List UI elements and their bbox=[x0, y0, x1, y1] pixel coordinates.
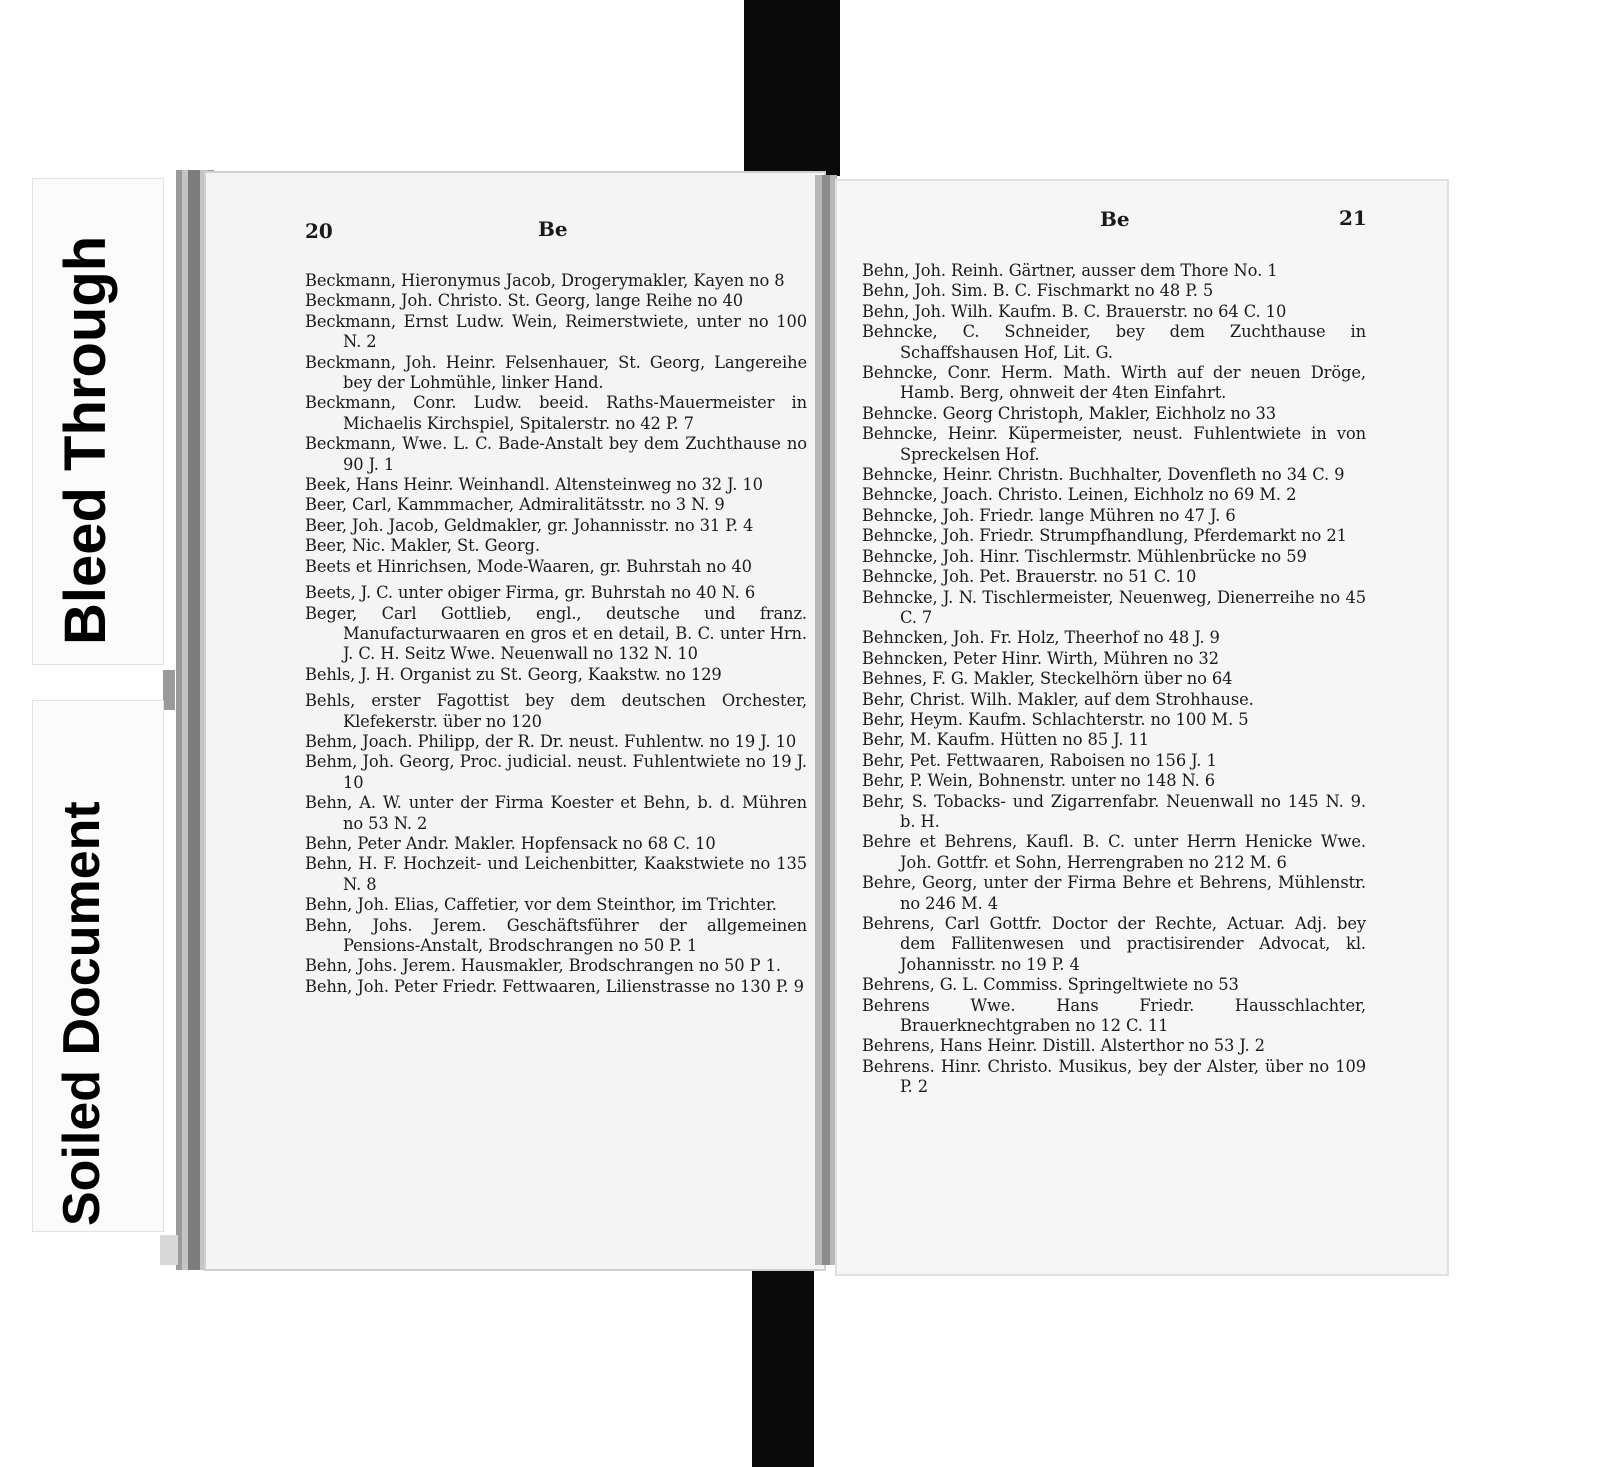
list-item: Beckmann, Hieronymus Jacob, Drogerymakler, Kayen no 8 bbox=[305, 271, 785, 290]
list-item: Behr, M. Kaufm. Hütten no 85 J. 11 bbox=[862, 730, 1149, 750]
list-item: Beer, Carl, Kammmacher, Admiralitätsstr. no 3 N. 9 bbox=[305, 495, 725, 515]
list-item: Behr, P. Wein, Bohnenstr. unter no 148 N. 6 bbox=[862, 771, 1216, 791]
list-item: Behnes, F. G. Makler, Steckelhörn über no 64 bbox=[862, 669, 1233, 689]
left-running-head: Be bbox=[538, 217, 568, 241]
list-item: Behncken, Joh. Fr. Holz, Theerhof no 48 J. 9 bbox=[862, 628, 1220, 648]
list-item: Behn, Joh. Peter Friedr. Fettwaaren, Lilienstrasse no 130 P. 9 bbox=[305, 976, 804, 996]
list-item: Behre et Behrens, Kaufl. B. C. unter Herrn Henicke Wwe. Joh. Gottfr. et Sohn, Herrengraben no 212 M. 6 bbox=[862, 832, 1366, 872]
list-item: Behn, Joh. Wilh. Kaufm. B. C. Brauerstr. no 64 C. 10 bbox=[862, 301, 1287, 321]
list-item: Behn, Peter Andr. Makler. Hopfensack no 68 C. 10 bbox=[305, 833, 716, 853]
list-item: Behre, Georg, unter der Firma Behre et Behrens, Mühlenstr. no 246 M. 4 bbox=[862, 873, 1366, 913]
list-item: Behn, H. F. Hochzeit- und Leichenbitter, Kaakstwiete no 135 N. 8 bbox=[305, 854, 807, 894]
list-item: Behncke, Joh. Pet. Brauerstr. no 51 C. 10 bbox=[862, 567, 1197, 587]
list-item: Behncke, Joh. Friedr. Strumpfhandlung, Pferdemarkt no 21 bbox=[862, 526, 1347, 546]
list-item: Behr, S. Tobacks- und Zigarrenfabr. Neuenwall no 145 N. 9. b. H. bbox=[862, 791, 1366, 831]
list-item: Behrens, Carl Gottfr. Doctor der Rechte, Actuar. Adj. bey dem Fallitenwesen und practisirender Advocat, kl. Johannisstr. no 19 P. 4 bbox=[862, 914, 1366, 974]
bleed-through-label: Bleed Through bbox=[53, 235, 118, 645]
list-item: Beckmann, Ernst Ludw. Wein, Reimerstwiete, unter no 100 N. 2 bbox=[305, 311, 807, 352]
right-running-head: Be bbox=[1100, 207, 1130, 231]
right-entry-list bbox=[862, 261, 1366, 1098]
list-item: Behr, Christ. Wilh. Makler, auf dem Strohhause. bbox=[862, 689, 1254, 709]
list-item: Behncke, Joh. Hinr. Tischlermstr. Mühlenbrücke no 59 bbox=[862, 546, 1307, 566]
list-item: Beets, J. C. unter obiger Firma, gr. Buhrstah no 40 N. 6 bbox=[305, 583, 756, 603]
list-item: Beek, Hans Heinr. Weinhandl. Altensteinweg no 32 J. 10 bbox=[305, 475, 763, 495]
soiled-document-label: Soiled Document bbox=[53, 801, 111, 1226]
list-item: Beckmann, Joh. Christo. St. Georg, lange Reihe no 40 bbox=[305, 291, 743, 311]
list-item: Beger, Carl Gottlieb, engl., deutsche und franz. Manufacturwaaren en gros et en detail, B. C. unter Hrn. J. C. H. Seitz Wwe. Neuenwall no 132 N. 10 bbox=[305, 603, 807, 664]
list-item: Beckmann, Joh. Heinr. Felsenhauer, St. Georg, Langereihe bey der Lohmühle, linker Hand. bbox=[305, 352, 807, 393]
list-item: Behls, J. H. Organist zu St. Georg, Kaakstw. no 129 bbox=[305, 664, 722, 684]
list-item: Beckmann, Conr. Ludw. beeid. Raths-Mauermeister in Michaelis Kirchspiel, Spitalerstr. no 42 P. 7 bbox=[305, 393, 807, 433]
list-item: Behrens Wwe. Hans Friedr. Hausschlachter, Brauerknechtgraben no 12 C. 11 bbox=[862, 995, 1366, 1036]
left-page-number: 20 bbox=[305, 219, 333, 243]
list-item: Behr, Heym. Kaufm. Schlachterstr. no 100 M. 5 bbox=[862, 709, 1249, 729]
list-item: Behncke, C. Schneider, bey dem Zuchthause in Schaffshausen Hof, Lit. G. bbox=[862, 322, 1366, 362]
list-item: Behn, Joh. Sim. B. C. Fischmarkt no 48 P. 5 bbox=[862, 281, 1214, 301]
list-item: Behn, Joh. Elias, Caffetier, vor dem Steinthor, im Trichter. bbox=[305, 895, 777, 915]
list-item: Behrens, G. L. Commiss. Springeltwiete no 53 bbox=[862, 975, 1239, 995]
list-item: Behm, Joh. Georg, Proc. judicial. neust. Fuhlentwiete no 19 J. 10 bbox=[305, 752, 807, 792]
list-item: Behncke, Heinr. Christn. Buchhalter, Dovenfleth no 34 C. 9 bbox=[862, 465, 1345, 485]
list-item: Behn, Joh. Reinh. Gärtner, ausser dem Thore No. 1 bbox=[862, 261, 1278, 280]
list-item: Behrens. Hinr. Christo. Musikus, bey der Alster, über no 109 P. 2 bbox=[862, 1056, 1366, 1097]
list-item: Behls, erster Fagottist bey dem deutschen Orchester, Klefekerstr. über no 120 bbox=[305, 691, 807, 731]
list-item: Beets et Hinrichsen, Mode-Waaren, gr. Buhrstah no 40 bbox=[305, 556, 752, 576]
binding-strip-top bbox=[744, 0, 840, 176]
binding-strip-bottom bbox=[752, 1250, 814, 1467]
list-item: Beer, Nic. Makler, St. Georg. bbox=[305, 536, 540, 556]
list-item: Beer, Joh. Jacob, Geldmakler, gr. Johannisstr. no 31 P. 4 bbox=[305, 515, 754, 535]
list-item: Behr, Pet. Fettwaaren, Raboisen no 156 J. 1 bbox=[862, 750, 1217, 770]
list-item: Behm, Joach. Philipp, der R. Dr. neust. Fuhlentw. no 19 J. 10 bbox=[305, 731, 797, 751]
right-page-number: 21 bbox=[1339, 206, 1367, 230]
list-item: Behncke, Joh. Friedr. lange Mühren no 47 J. 6 bbox=[862, 505, 1236, 525]
list-item: Behncken, Peter Hinr. Wirth, Mühren no 32 bbox=[862, 648, 1219, 668]
list-item: Behncke, J. N. Tischlermeister, Neuenweg, Dienerreihe no 45 C. 7 bbox=[862, 587, 1366, 627]
list-item: Behncke. Georg Christoph, Makler, Eichholz no 33 bbox=[862, 403, 1277, 423]
list-item: Behn, Johs. Jerem. Hausmakler, Brodschrangen no 50 P 1. bbox=[305, 956, 781, 976]
list-item: Behncke, Joach. Christo. Leinen, Eichholz no 69 M. 2 bbox=[862, 485, 1297, 505]
list-item: Behncke, Conr. Herm. Math. Wirth auf der neuen Dröge, Hamb. Berg, ohnweit der 4ten Einfahrt. bbox=[862, 363, 1366, 403]
left-entry-list bbox=[305, 271, 807, 997]
list-item: Behn, Johs. Jerem. Geschäftsführer der allgemeinen Pensions-Anstalt, Brodschrangen no 50 P. 1 bbox=[305, 915, 807, 955]
list-item: Behncke, Heinr. Küpermeister, neust. Fuhlentwiete in von Spreckelsen Hof. bbox=[862, 424, 1366, 464]
list-item: Beckmann, Wwe. L. C. Bade-Anstalt bey dem Zuchthause no 90 J. 1 bbox=[305, 434, 807, 474]
list-item: Behn, A. W. unter der Firma Koester et Behn, b. d. Mühren no 53 N. 2 bbox=[305, 793, 807, 833]
list-item: Behrens, Hans Heinr. Distill. Alsterthor no 53 J. 2 bbox=[862, 1036, 1265, 1056]
